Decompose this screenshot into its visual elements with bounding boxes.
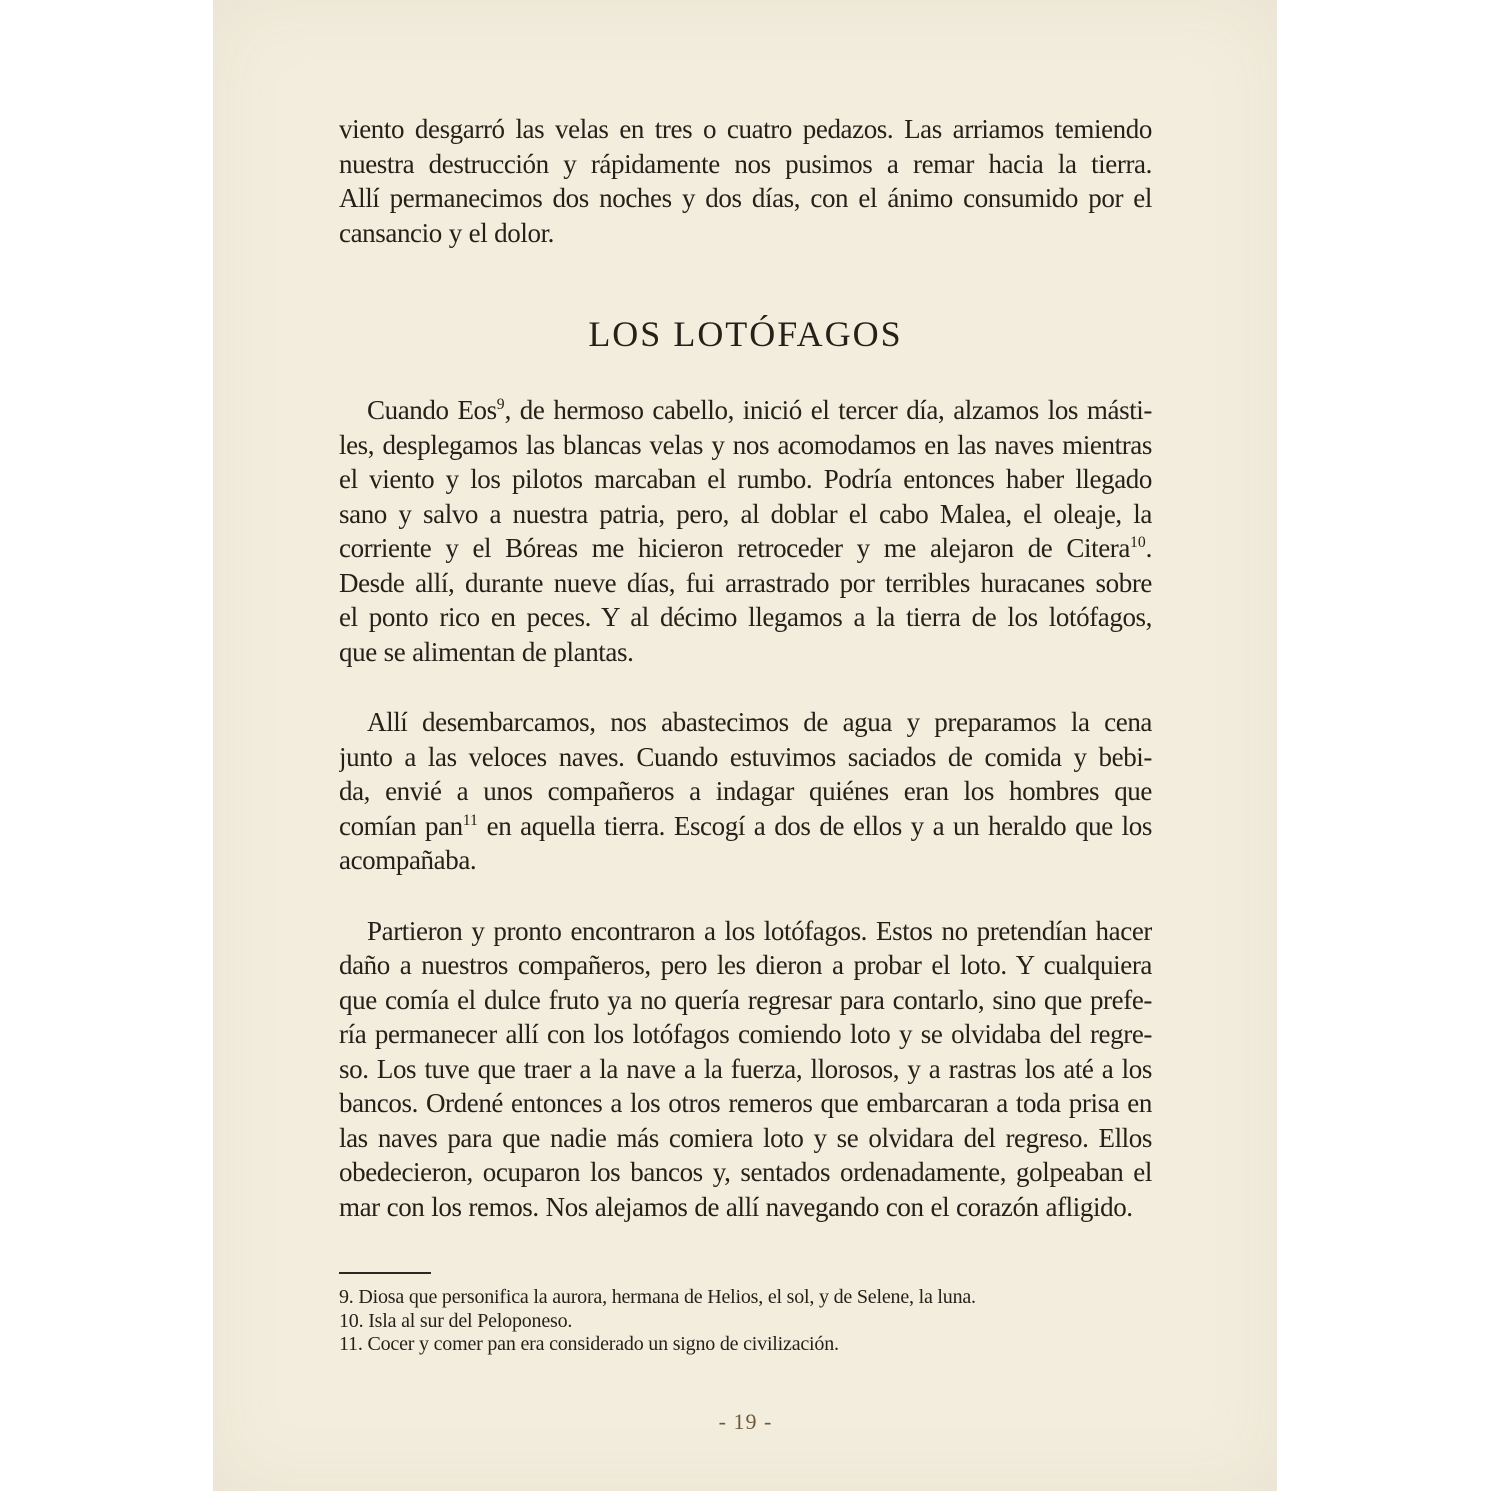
text-line: daño a nuestros compañeros, pero les dieron a probar el loto. Y cualquiera	[339, 950, 1152, 980]
footnote: 9. Diosa que personifica la aurora, hermana de Helios, el sol, y de Selene, la luna.	[339, 1286, 976, 1308]
text-line: obedecieron, ocuparon los bancos y, sentados ordenadamente, golpeaban el	[339, 1157, 1152, 1187]
intro-paragraph	[339, 112, 1152, 250]
footnote: 10. Isla al sur del Peloponeso.	[339, 1309, 573, 1332]
footnote-list	[339, 1286, 1152, 1357]
text-line: corriente y el Bóreas me hicieron retroceder y me alejaron de Citera$^{10}$.	[339, 533, 1152, 563]
text-line: mar con los remos. Nos alejamos de allí navegando con el corazón afligido.	[339, 1191, 1133, 1222]
footnote-reference: 11	[462, 811, 478, 829]
footnote-divider	[339, 1272, 431, 1274]
text-line: sano y salvo a nuestra patria, pero, al doblar el cabo Malea, el oleaje, la	[339, 498, 1152, 529]
text-line: junto a las veloces naves. Cuando estuvimos saciados de comida y bebi-	[339, 741, 1152, 772]
text-line: comían pan$^{11}$ en aquella tierra. Escogí a dos de ellos y a un heraldo que los	[339, 810, 1152, 841]
footnote-reference: 9	[496, 396, 505, 413]
text-line: las naves para que nadie más comiera loto y se olvidara del regreso. Ellos	[339, 1122, 1152, 1153]
text-line: Allí desembarcamos, nos abastecimos de agua y preparamos la cena	[367, 707, 1152, 737]
page-number: - 19 -	[718, 1408, 773, 1434]
text-line: nuestra destrucción y rápidamente nos pusimos a remar hacia la tierra.	[339, 148, 1152, 179]
text-line: bancos. Ordené entonces a los otros remeros que embarcaran a toda prisa en	[339, 1088, 1152, 1118]
text-line: el ponto rico en peces. Y al décimo llegamos a la tierra de los lotófagos,	[339, 602, 1152, 632]
text-column	[339, 112, 1152, 1435]
text-line: Partieron y pronto encontraron a los lotófagos. Estos no pretendían hacer	[367, 915, 1152, 946]
body-paragraph-3	[339, 914, 1152, 1225]
text-line: cansancio y el dolor.	[339, 217, 555, 248]
footnote: 11. Cocer y comer pan era considerado un signo de civilización.	[339, 1333, 839, 1355]
text-line: ría permanecer allí con los lotófagos comiendo loto y se olvidaba del regre-	[339, 1019, 1152, 1049]
body-paragraph-1	[339, 393, 1152, 669]
footnote-reference: 10	[1129, 534, 1146, 551]
text-line: da, envié a unos compañeros a indagar quiénes eran los hombres que	[339, 776, 1152, 806]
text-line: acompañaba.	[339, 845, 477, 875]
text-line: que se alimentan de plantas.	[339, 636, 634, 667]
text-line: que comía el dulce fruto ya no quería regresar para contarlo, sino que prefe-	[339, 984, 1152, 1015]
body-paragraph-2	[339, 705, 1152, 878]
footnote-section	[339, 1272, 1152, 1357]
text-line: el viento y los pilotos marcaban el rumbo. Podría entonces haber llegado	[339, 464, 1152, 494]
text-line: les, desplegamos las blancas velas y nos acomodamos en las naves mientras	[339, 429, 1152, 460]
text-line: so. Los tuve que traer a la nave a la fuerza, llorosos, y a rastras los até a los	[339, 1053, 1152, 1084]
text-line: Allí permanecimos dos noches y dos días, con el ánimo consumido por el	[339, 183, 1152, 213]
chapter-heading: LOS LOTÓFAGOS	[588, 314, 903, 354]
text-line: viento desgarró las velas en tres o cuatro pedazos. Las arriamos temiendo	[339, 114, 1152, 144]
book-page	[213, 0, 1277, 1491]
text-line: Cuando Eos$^9$, de hermoso cabello, inició el tercer día, alzamos los másti-	[367, 395, 1152, 425]
text-line: Desde allí, durante nueve días, fui arrastrado por terribles huracanes sobre	[339, 567, 1152, 598]
